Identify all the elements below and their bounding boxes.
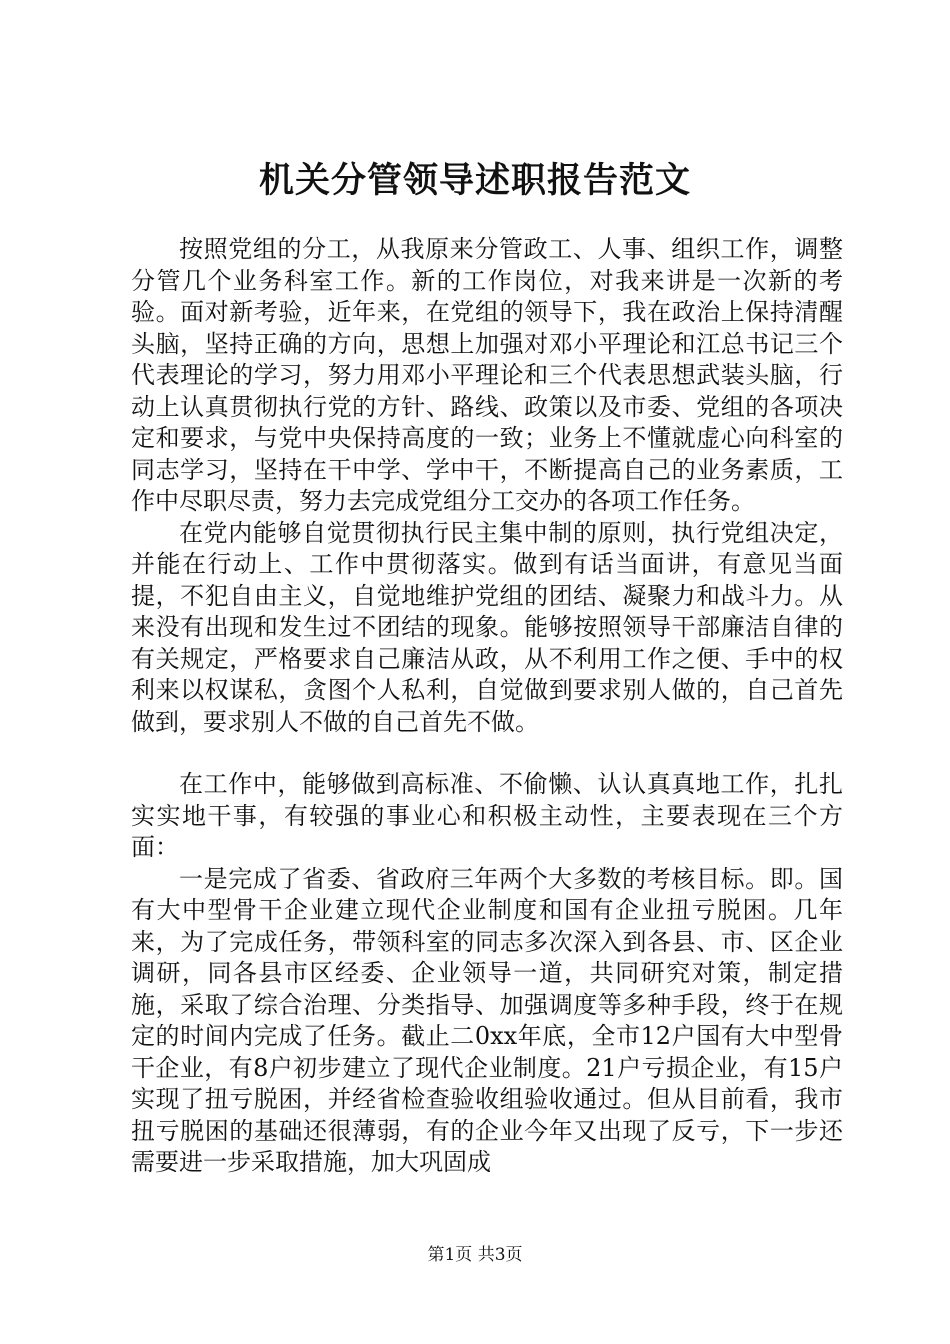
document-body bbox=[131, 234, 843, 1179]
page-number-footer: 第1页 共3页 bbox=[427, 1245, 523, 1265]
paragraph-4: 一是完成了省委、省政府三年两个大多数的考核目标。即。国有大中型骨干企业建立现代企业制度和国有企业扭亏脱困。几年来，为了完成任务，带领科室的同志多次深入到各县、市、区企业调研，同各县市区经委、企业领导一道，共同研究对策，制定措施，采取了综合治理、分类指导、加强调度等多种手段，终于在规定的时间内完成了任务。截止二0xx年底，全市12户国有大中型骨干企业，有8户初步建立了现代企业制度。21户亏损企业，有15户实现了扭亏脱困，并经省检查验收组验收通过。但从目前看，我市扭亏脱困的基础还很薄弱，有的企业今年又出现了反亏，下一步还需要进一步采取措施，加大巩固成 bbox=[131, 864, 843, 1176]
paragraph-3: 在工作中，能够做到高标准、不偷懒、认认真真地工作，扎扎实实地干事，有较强的事业心和积极主动性，主要表现在三个方面： bbox=[131, 770, 843, 861]
document-title: 机关分管领导述职报告范文 bbox=[258, 160, 691, 201]
paragraph-1: 按照党组的分工，从我原来分管政工、人事、组织工作，调整分管几个业务科室工作。新的工作岗位，对我来讲是一次新的考验。面对新考验，近年来，在党组的领导下，我在政治上保持清醒头脑，坚持正确的方向，思想上加强对邓小平理论和江总书记三个代表理论的学习，努力用邓小平理论和三个代表思想武装头脑，行动上认真贯彻执行党的方针、路线、政策以及市委、党组的各项决定和要求，与党中央保持高度的一致；业务上不懂就虚心向科室的同志学习，坚持在干中学、学中干，不断提高自己的业务素质，工作中尽职尽责，努力去完成党组分工交办的各项工作任务。 bbox=[131, 235, 843, 515]
paragraph-2: 在党内能够自觉贯彻执行民主集中制的原则，执行党组决定，并能在行动上、工作中贯彻落实。做到有话当面讲，有意见当面提，不犯自由主义，自觉地维护党组的团结、凝聚力和战斗力。从来没有出现和发生过不团结的现象。能够按照领导干部廉洁自律的有关规定，严格要求自己廉洁从政，从不利用工作之便、手中的权利来以权谋私，贪图个人私利，自觉做到要求别人做的，自己首先做到，要求别人不做的自己首先不做。 bbox=[131, 518, 843, 736]
